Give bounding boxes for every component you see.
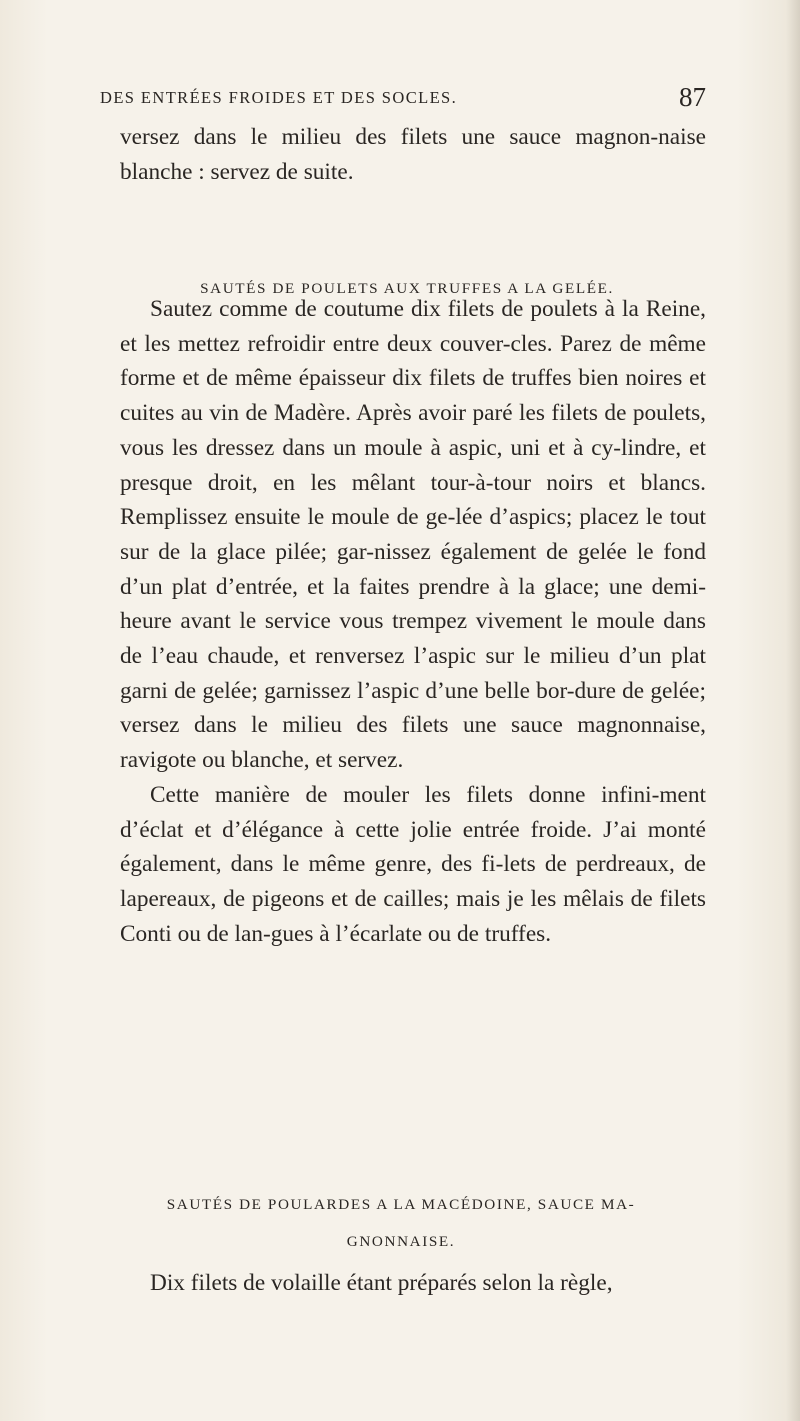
carryover-block [120, 120, 706, 189]
section-2 [120, 1186, 706, 1260]
page-number: 87 [679, 82, 706, 112]
section-2-body [120, 1266, 706, 1301]
page-edge-shadow [786, 0, 800, 1421]
section-1-paragraph-1: Sautez comme de coutume dix filets de poulets à la Reine, et les mettez refroidir entre deux couver-cles. Parez de même forme et de même épaisseur dix filets de truffes bien noires et cuites au vin de Madère. Après avoir paré les filets de poulets, vous les dressez dans un moule à aspic, uni et à cy-lindre, et presque droit, en les mêlant tour-à-tour noirs et blancs. Remplissez ensuite le moule de ge-lée d’aspics; placez le tout sur de la glace pilée; gar-nissez également de gelée le fond d’un plat d’entrée, et la faites prendre à la glace; une demi-heure avant le service vous trempez vivement le moule dans de l’eau chaude, et renversez l’aspic sur le milieu d’un plat garni de gelée; garnissez l’aspic d’une belle bor-dure de gelée; versez dans le milieu des filets une sauce magnonnaise, ravigote ou blanche, et servez. [120, 296, 706, 774]
running-header [100, 82, 706, 116]
carryover-paragraph: versez dans le milieu des filets une sauce magnon-naise blanche : servez de suite. [120, 124, 706, 185]
running-head-title: DES ENTRÉES FROIDES ET DES SOCLES. [100, 88, 458, 107]
section-1-paragraph-2: Cette manière de mouler les filets donne infini-ment d’éclat et d’élégance à cette jolie entrée froide. J’ai monté également, dans le même genre, des fi-lets de perdreaux, de lapereaux, de pigeons et de cailles; mais je les mêlais de filets Conti ou de lan-gues à l’écarlate ou de truffes. [120, 781, 706, 947]
section-heading-1: SAUTÉS DE POULETS AUX TRUFFES A LA GELÉE. [200, 280, 614, 297]
section-1-body [120, 292, 706, 951]
section-heading-2: SAUTÉS DE POULARDES A LA MACÉDOINE, SAUCE MA-GNONNAISE. [166, 1196, 636, 1250]
section-2-paragraph-1: Dix filets de volaille étant préparés selon la règle, [150, 1270, 613, 1296]
